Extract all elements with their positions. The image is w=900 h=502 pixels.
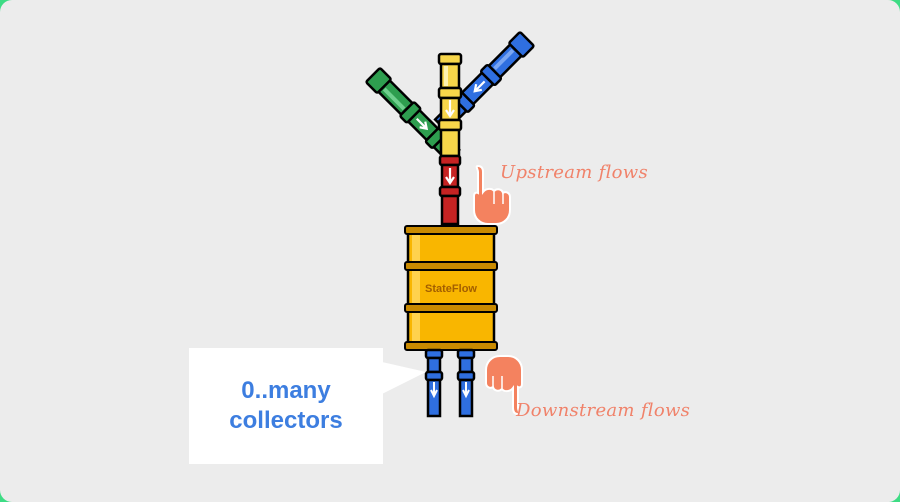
downstream-flows-label: Downstream flows	[516, 400, 691, 421]
downstream-pipe-1	[426, 350, 442, 416]
callout-pointer	[382, 362, 426, 394]
collectors-callout	[189, 348, 383, 464]
merged-pipe-red	[440, 156, 460, 224]
callout-line-1: 0..many	[241, 377, 331, 404]
upstream-pipe-yellow	[439, 54, 461, 156]
callout-text	[189, 376, 383, 436]
callout-line-2: collectors	[229, 407, 343, 434]
upstream-flows-label: Upstream flows	[500, 162, 649, 183]
barrel-label: StateFlow	[425, 283, 477, 295]
downstream-pipe-2	[458, 350, 474, 416]
